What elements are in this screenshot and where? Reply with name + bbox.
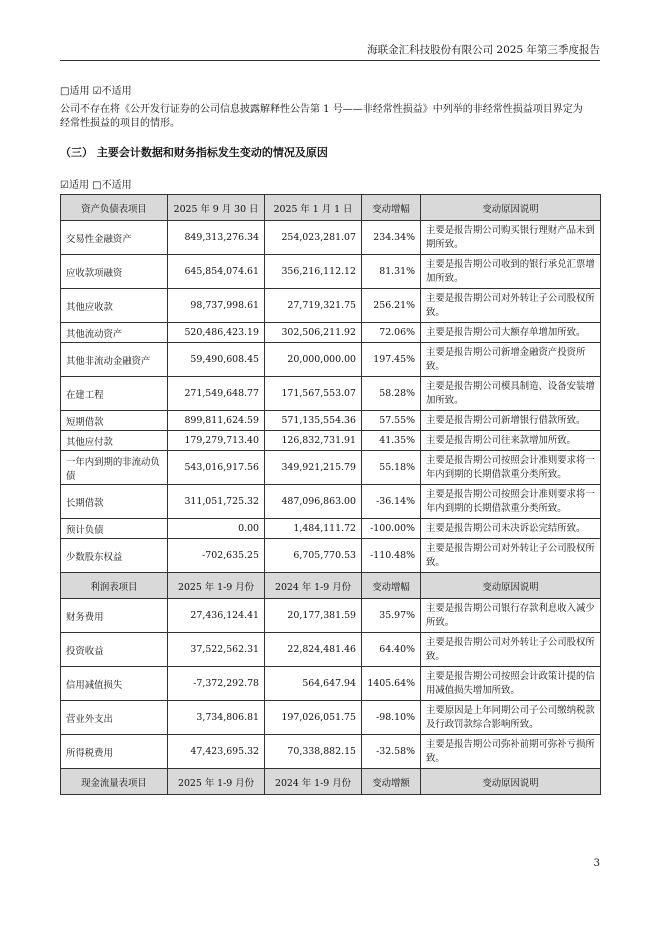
table-cell-a: 27,436,124.41 <box>168 599 265 633</box>
table-cell-b: 6,705,770.53 <box>265 539 362 573</box>
section-applicability: ☑适用 □不适用 <box>60 180 132 191</box>
nonrecurring-statement-line-2: 经常性损益的项目的情形。 <box>60 118 180 129</box>
cashflow-header-cell: 变动增额 <box>362 769 421 795</box>
table-cell-b: 126,832,731.91 <box>265 431 362 451</box>
table-cell-reason: 主要是报告期公司按照会计准则要求将一年内到期的长期借款重分类所致。 <box>421 451 601 485</box>
table-cell-c: -110.48% <box>362 539 421 573</box>
table-row <box>61 485 601 519</box>
nonrecurring-statement-line-1: 公司不存在将《公开发行证券的公司信息披露解释性公告第 1 号——非经常性损益》中列举的非经常性损益项目界定为 <box>60 104 583 115</box>
table-cell-b: 171,567,553.07 <box>265 377 362 411</box>
table-row <box>61 323 601 343</box>
table-cell-a: 271,549,648.77 <box>168 377 265 411</box>
table-row <box>61 633 601 667</box>
table-cell-c: 256.21% <box>362 289 421 323</box>
table-cell-c: 72.06% <box>362 323 421 343</box>
financial-changes-table <box>60 194 601 795</box>
table-cell-c: 35.97% <box>362 599 421 633</box>
balance-header-cell: 2025 年 1 月 1 日 <box>265 195 362 221</box>
table-row <box>61 255 601 289</box>
table-cell-a: 3,734,806.81 <box>168 701 265 735</box>
table-cell-c: 81.31% <box>362 255 421 289</box>
table-cell-b: 70,338,882.15 <box>265 735 362 769</box>
table-cell-a: 59,490,608.45 <box>168 343 265 377</box>
table-cell-b: 22,824,481.46 <box>265 633 362 667</box>
table-cell-c: -100.00% <box>362 519 421 539</box>
income-header-cell: 利润表项目 <box>61 573 168 599</box>
table-cell-reason: 主要是报告期公司银行存款利息收入减少所致。 <box>421 599 601 633</box>
table-cell-a: 98,737,998.61 <box>168 289 265 323</box>
table-row <box>61 343 601 377</box>
table-cell-b: 20,177,381.59 <box>265 599 362 633</box>
table-cell-reason: 主要是报告期公司对外转让子公司股权所致。 <box>421 633 601 667</box>
table-row <box>61 539 601 573</box>
income-header-cell: 2025 年 1-9 月份 <box>168 573 265 599</box>
table-cell-item: 少数股东权益 <box>61 539 168 573</box>
table-cell-c: 234.34% <box>362 221 421 255</box>
table-cell-c: -36.14% <box>362 485 421 519</box>
table-cell-b: 356,216,112.12 <box>265 255 362 289</box>
header-divider <box>60 60 600 61</box>
income-header-cell: 变动增幅 <box>362 573 421 599</box>
section-title: （三） 主要会计数据和财务指标发生变动的情况及原因 <box>60 146 328 159</box>
table-cell-c: 64.40% <box>362 633 421 667</box>
table-cell-reason: 主要是报告期公司按照会计政策计提的信用减值损失增加所致。 <box>421 667 601 701</box>
table-row <box>61 599 601 633</box>
balance-header-row <box>61 195 601 221</box>
table-cell-item: 应收款项融资 <box>61 255 168 289</box>
table-cell-b: 197,026,051.75 <box>265 701 362 735</box>
table-cell-c: 57.55% <box>362 411 421 431</box>
table-cell-item: 信用减值损失 <box>61 667 168 701</box>
table-cell-a: 0.00 <box>168 519 265 539</box>
table-cell-b: 1,484,111.72 <box>265 519 362 539</box>
table-cell-a: 37,522,562.31 <box>168 633 265 667</box>
table-cell-b: 27,719,321.75 <box>265 289 362 323</box>
table-cell-item: 所得税费用 <box>61 735 168 769</box>
table-cell-a: 311,051,725.32 <box>168 485 265 519</box>
table-row <box>61 701 601 735</box>
cashflow-header-cell: 变动原因说明 <box>421 769 601 795</box>
income-header-cell: 2024 年 1-9 月份 <box>265 573 362 599</box>
table-row <box>61 735 601 769</box>
table-cell-a: 899,811,624.59 <box>168 411 265 431</box>
table-cell-a: 520,486,423.19 <box>168 323 265 343</box>
table-cell-reason: 主要是报告期公司往来款增加所致。 <box>421 431 601 451</box>
table-cell-reason: 主要是报告期公司模具制造、设备安装增加所致。 <box>421 377 601 411</box>
table-cell-reason: 主要是报告期公司购买银行理财产品未到期所致。 <box>421 221 601 255</box>
table-cell-item: 在建工程 <box>61 377 168 411</box>
table-row <box>61 221 601 255</box>
table-cell-c: 197.45% <box>362 343 421 377</box>
report-header: 海联金汇科技股份有限公司 2025 年第三季度报告 <box>367 44 600 56</box>
table-cell-item: 其他非流动金融资产 <box>61 343 168 377</box>
table-cell-item: 财务费用 <box>61 599 168 633</box>
table-cell-item: 短期借款 <box>61 411 168 431</box>
cashflow-header-row <box>61 769 601 795</box>
table-cell-a: 645,854,074.61 <box>168 255 265 289</box>
table-cell-item: 交易性金融资产 <box>61 221 168 255</box>
table-cell-reason: 主要是报告期公司对外转让子公司股权所致。 <box>421 539 601 573</box>
table-cell-a: 179,279,713.40 <box>168 431 265 451</box>
table-cell-reason: 主要是报告期公司大额存单增加所致。 <box>421 323 601 343</box>
table-cell-b: 20,000,000.00 <box>265 343 362 377</box>
table-cell-item: 一年内到期的非流动负债 <box>61 451 168 485</box>
table-cell-item: 其他应付款 <box>61 431 168 451</box>
table-cell-item: 预计负债 <box>61 519 168 539</box>
cashflow-header-cell: 2024 年 1-9 月份 <box>265 769 362 795</box>
table-cell-c: 41.35% <box>362 431 421 451</box>
table-cell-b: 254,023,281.07 <box>265 221 362 255</box>
table-cell-a: -7,372,292.78 <box>168 667 265 701</box>
table-cell-reason: 主要是报告期公司未决诉讼完结所致。 <box>421 519 601 539</box>
table-cell-a: -702,635.25 <box>168 539 265 573</box>
table-cell-reason: 主要是报告期公司弥补前期可弥补亏损所致。 <box>421 735 601 769</box>
balance-header-cell: 变动原因说明 <box>421 195 601 221</box>
table-cell-b: 487,096,863.00 <box>265 485 362 519</box>
income-header-cell: 变动原因说明 <box>421 573 601 599</box>
cashflow-header-cell: 2025 年 1-9 月份 <box>168 769 265 795</box>
table-cell-reason: 主要原因是上年同期公司子公司缴纳税款及行政罚款综合影响所致。 <box>421 701 601 735</box>
table-cell-a: 47,423,695.32 <box>168 735 265 769</box>
table-cell-item: 长期借款 <box>61 485 168 519</box>
balance-header-cell: 资产负债表项目 <box>61 195 168 221</box>
table-cell-b: 564,647.94 <box>265 667 362 701</box>
table-row <box>61 667 601 701</box>
nonrecurring-applicability: □适用 ☑不适用 <box>60 86 132 97</box>
table-cell-reason: 主要是报告期公司对外转让子公司股权所致。 <box>421 289 601 323</box>
table-cell-item: 其他应收款 <box>61 289 168 323</box>
table-row <box>61 519 601 539</box>
table-cell-reason: 主要是报告期公司新增金融资产投资所致。 <box>421 343 601 377</box>
balance-header-cell: 2025 年 9 月 30 日 <box>168 195 265 221</box>
table-cell-c: -98.10% <box>362 701 421 735</box>
table-cell-item: 投资收益 <box>61 633 168 667</box>
table-cell-b: 571,135,554.36 <box>265 411 362 431</box>
page-number: 3 <box>593 858 600 869</box>
table-cell-a: 543,016,917.56 <box>168 451 265 485</box>
table-row <box>61 431 601 451</box>
table-cell-b: 302,506,211.92 <box>265 323 362 343</box>
cashflow-header-cell: 现金流量表项目 <box>61 769 168 795</box>
table-cell-c: -32.58% <box>362 735 421 769</box>
table-row <box>61 411 601 431</box>
table-cell-a: 849,313,276.34 <box>168 221 265 255</box>
table-row <box>61 377 601 411</box>
table-cell-reason: 主要是报告期公司收到的银行承兑汇票增加所致。 <box>421 255 601 289</box>
table-cell-reason: 主要是报告期公司新增银行借款所致。 <box>421 411 601 431</box>
balance-header-cell: 变动增幅 <box>362 195 421 221</box>
table-row <box>61 289 601 323</box>
table-cell-c: 55.18% <box>362 451 421 485</box>
table-cell-item: 其他流动资产 <box>61 323 168 343</box>
table-cell-c: 1405.64% <box>362 667 421 701</box>
table-cell-reason: 主要是报告期公司按照会计准则要求将一年内到期的长期借款重分类所致。 <box>421 485 601 519</box>
table-cell-item: 营业外支出 <box>61 701 168 735</box>
table-cell-b: 349,921,215.79 <box>265 451 362 485</box>
table-cell-c: 58.28% <box>362 377 421 411</box>
table-row <box>61 451 601 485</box>
income-header-row <box>61 573 601 599</box>
